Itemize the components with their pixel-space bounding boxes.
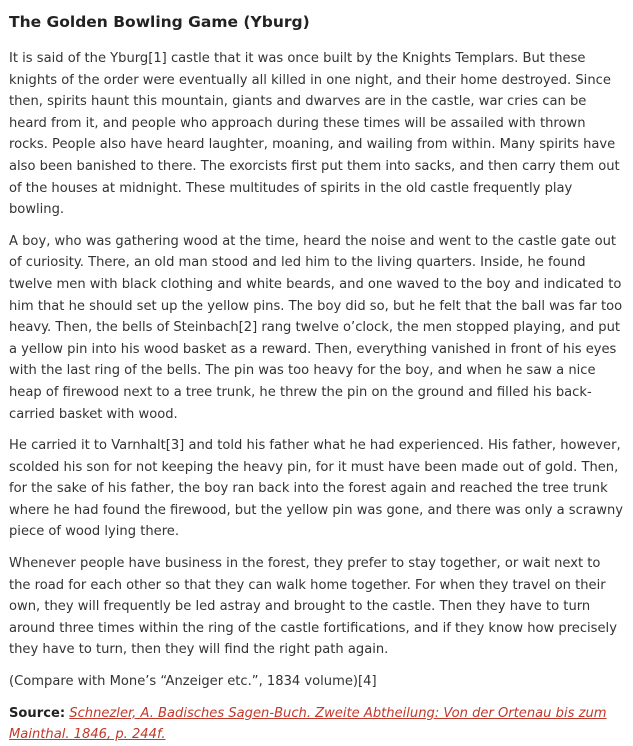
paragraph-4: Whenever people have business in the forest, they prefer to stay together, or wait next to the road for each other so that they can walk home together. For when they travel on their own, they will frequently be led astray and brought to the castle. Then they have to turn around three times within the ring of the castle fortifications, and if they know how precisely they have to turn, then they will find the right path again. [9, 556, 617, 658]
compare-note: (Compare with Mone’s “Anzeiger etc.”, 1834 volume)[4] [9, 674, 377, 690]
source-line [9, 703, 624, 746]
page-title: The Golden Bowling Game (Yburg) [9, 13, 310, 31]
source-label: Source: [9, 705, 66, 721]
paragraph-1: It is said of the Yburg[1] castle that it was once built by the Knights Templars. But these knights of the order were eventually all killed in one night, and their home destroyed. Since then, spirits haunt this mountain, giants and dwarves are in the castle, war cries can be heard from it, and people who approach during these times will be assailed with thrown rocks. People also have heard laughter, moaning, and wailing from within. Many spirits have also been banished to there. The exorcists first put them into sacks, and then carry them out of the houses at midnight. These multitudes of spirits in the old castle frequently play bowling. [9, 51, 620, 218]
source-link[interactable]: Schnezler, A. Badisches Sagen-Buch. Zweite Abtheilung: Von der Ortenau bis zum Mainthal. 1846, p. 244f. [9, 705, 607, 743]
paragraph-3: He carried it to Varnhalt[3] and told his father what he had experienced. His father, however, scolded his son for not keeping the heavy pin, for it must have been made out of gold. Then, for the sake of his father, the boy ran back into the forest again and reached the tree trunk where he had found the firewood, but the yellow pin was gone, and there was only a scrawny piece of wood lying there. [9, 438, 623, 540]
paragraph-2: A boy, who was gathering wood at the time, heard the noise and went to the castle gate out of curiosity. There, an old man stood and led him to the living quarters. Inside, he found twelve men with black clothing and white beards, and one waved to the boy and indicated to him that he should set up the yellow pins. The boy did so, but he felt that the ball was far too heavy. Then, the bells of Steinbach[2] rang twelve o’clock, the men stopped playing, and put a yellow pin into his wood basket as a reward. Then, everything vanished in front of his eyes with the last ring of the bells. The pin was too heavy for the boy, and when he saw a nice heap of firewood next to a tree trunk, he threw the pin on the ground and filled his back-carried basket with wood. [9, 233, 623, 422]
